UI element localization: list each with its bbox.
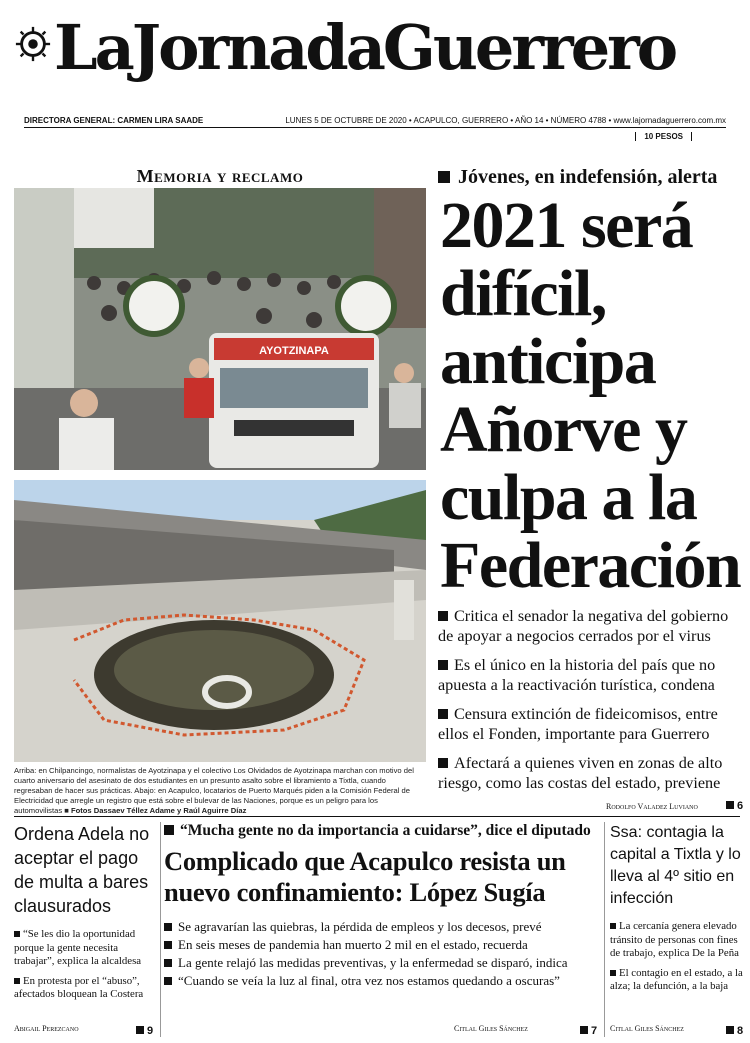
bullet-square-icon [438,660,448,670]
bullet-square-icon [164,923,172,931]
bullet-square-icon [726,1026,734,1034]
main-bullet [438,753,742,793]
right-bullet [610,920,744,961]
main-kicker [438,166,717,189]
main-bullet [438,655,742,695]
middle-byline: Citlal Giles Sánchez [454,1024,528,1033]
column-divider [604,822,605,1037]
middle-story [164,822,600,990]
main-bullet-text: Critica el senador la negativa del gobierno de apoyar a negocios cerrados por el virus [438,607,729,645]
bullet-square-icon [610,970,616,976]
middle-bullet-text: En seis meses de pandemia han muerto 2 mil en el estado, recuerda [178,937,528,952]
middle-bullet [164,972,600,990]
caption-text: Arriba: en Chilpancingo, normalistas de Ayotzinapa y el colectivo Los Olvidados de Ayotzinapa marchan con motivo del cuarto aniversario del asesinato de dos estudiantes en un presunto asalto sobre el libramiento a Tixtla, cuando regresaban de hacer sus prácticas. Abajo: en Acapulco, locatarios de Puerto Marqués piden a la Comisión Federal de Electricidad que arregle un registro que está sobre el bulevar de las Naciones, porque es un peligro para los automovilistas [14,766,414,815]
middle-kicker-text: “Mucha gente no da importancia a cuidarse”, dice el diputado [180,822,591,839]
bullet-square-icon [438,611,448,621]
middle-bullet-text: La gente relajó las medidas preventivas, y la enfermedad se disparó, indica [178,955,568,970]
dateline: LUNES 5 DE OCTUBRE DE 2020 • ACAPULCO, GUERRERO • AÑO 14 • NÚMERO 4788 • www.lajornadaguerrero.com.mx [285,116,726,125]
main-page-ref [726,800,743,812]
left-bullet [14,928,158,969]
photo-section-label: Memoria y reclamo [136,166,304,186]
director-line: DIRECTORA GENERAL: CARMEN LIRA SAADE [24,116,204,125]
main-page-number: 6 [737,800,744,812]
middle-story-title[interactable]: Complicado que Acapulco resista un nuevo confinamiento: López Sugía [164,846,566,907]
bullet-square-icon [164,977,172,985]
march-photo [14,188,426,470]
left-bullet-text: “Se les dio la oportunidad porque la gente necesita trabajar”, explica la alcaldesa [14,928,142,967]
middle-bullet-text: “Cuando se veía la luz al final, otra vez nos estamos quedando a oscuras” [178,973,560,988]
sun-logo-icon [14,24,52,64]
bullet-square-icon [610,923,616,929]
middle-page-number: 7 [591,1025,598,1037]
right-page-ref [726,1025,743,1037]
right-bullet [610,967,744,994]
right-story [610,822,744,1000]
right-bullet-text: El contagio en el estado, a la alza; la defunción, a la baja [610,966,743,992]
bullet-square-icon [136,1026,144,1034]
price: 10 PESOS [635,132,692,141]
middle-bullet [164,936,600,954]
middle-kicker [164,822,600,840]
main-headline[interactable]: 2021 será difícil, anticipa Añorve y culpa a la Federación [440,189,741,602]
middle-bullet [164,918,600,936]
left-bullet [14,975,158,1002]
bullet-square-icon [580,1026,588,1034]
right-story-title[interactable]: Ssa: contagia la capital a Tixtla y lo lleva al 4º sitio en infección [610,824,741,907]
bullet-square-icon [164,959,172,967]
newspaper-title: LaJornadaGuerrero [54,11,676,84]
main-byline: Rodolfo Valadez Luviano [606,802,698,811]
bullet-square-icon [438,171,450,183]
bullet-square-icon [726,801,734,809]
bullet-square-icon [438,758,448,768]
left-page-number: 9 [147,1025,154,1037]
main-kicker-text: Jóvenes, en indefensión, alerta [458,166,718,188]
right-byline: Citlal Giles Sánchez [610,1024,684,1033]
left-byline: Abigail Perezcano [14,1024,79,1033]
main-bullet [438,606,742,646]
main-bullet [438,704,742,744]
march-banner-text: AYOTZINAPA [259,345,329,357]
column-divider [160,822,161,1037]
left-story-title[interactable]: Ordena Adela no aceptar el pago de multa a bares clausurados [14,824,150,916]
middle-bullet [164,954,600,972]
left-story [14,822,158,1008]
left-bullet-text: En protesta por el “abuso”, afectados bloquean la Costera [14,974,144,1000]
section-divider [14,816,740,817]
sinkhole-photo [14,480,426,762]
main-bullet-text: Afectará a quienes viven en zonas de alto riesgo, como las costas del estado, previene [438,754,723,792]
right-page-number: 8 [737,1025,744,1037]
bullet-square-icon [164,941,172,949]
photo-credit: ■ Fotos Dassaev Téllez Adame y Raúl Aguirre Díaz [64,806,247,815]
middle-bullet-text: Se agravarían las quiebras, la pérdida de empleos y los decesos, prevé [178,919,542,934]
middle-page-ref [580,1025,597,1037]
main-bullet-text: Es el único en la historia del país que no apuesta a la reactivación turística, condena [438,656,716,694]
info-bar [24,114,726,141]
bullet-square-icon [438,709,448,719]
photo-caption [14,766,426,816]
main-bullets [438,606,742,802]
main-bullet-text: Censura extinción de fideicomisos, entre ellos el Fonden, importante para Guerrero [438,705,718,743]
bullet-square-icon [164,825,174,835]
bullet-square-icon [14,978,20,984]
right-bullet-text: La cercanía genera elevado tránsito de personas con fines de trabajo, explica De la Peña [610,920,739,959]
left-page-ref [136,1025,153,1037]
bullet-square-icon [14,931,20,937]
masthead [14,6,740,90]
